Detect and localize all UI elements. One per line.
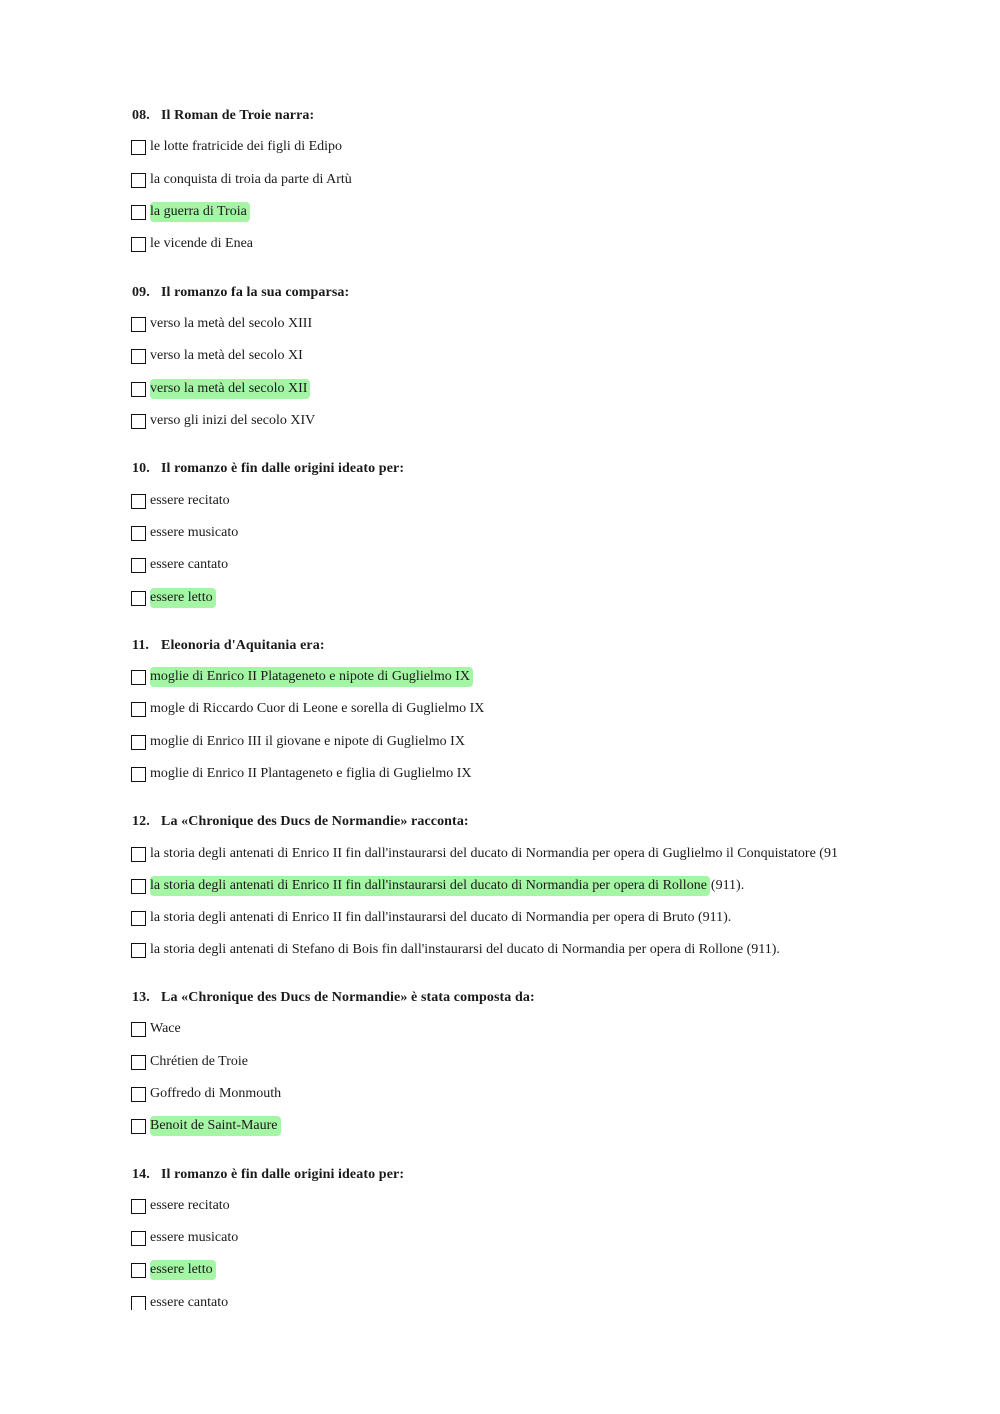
question-title: 08. Il Roman de Troie narra: xyxy=(132,108,315,123)
option-label: essere musicato xyxy=(150,525,239,540)
checkbox[interactable] xyxy=(131,1296,146,1311)
checkbox[interactable] xyxy=(131,1119,146,1134)
question-title: 12. La «Chronique des Ducs de Normandie» racconta: xyxy=(132,814,469,829)
option-label: la storia degli antenati di Enrico II fin dall'instaurarsi del ducato di Normandia per opera di Bruto (911). xyxy=(150,910,732,925)
checkbox[interactable] xyxy=(131,1087,146,1102)
question-title: 14. Il romanzo è fin dalle origini ideato per: xyxy=(132,1167,405,1182)
checkbox[interactable] xyxy=(131,414,146,429)
option[interactable] xyxy=(131,764,475,784)
checkbox[interactable] xyxy=(131,173,146,188)
option-label: Goffredo di Monmouth xyxy=(150,1086,282,1101)
option[interactable] xyxy=(131,1228,241,1248)
option-label: essere recitato xyxy=(150,1198,230,1213)
checkbox[interactable] xyxy=(131,670,146,685)
option[interactable] xyxy=(131,170,355,190)
checkbox[interactable] xyxy=(131,349,146,364)
option-correct[interactable] xyxy=(131,667,473,687)
option-label: moglie di Enrico II Plantageneto e figlia di Guglielmo IX xyxy=(150,766,472,781)
option-correct[interactable] xyxy=(131,379,310,399)
checkbox[interactable] xyxy=(131,943,146,958)
option-label: essere letto xyxy=(150,1260,216,1280)
option[interactable] xyxy=(131,1019,184,1039)
option[interactable] xyxy=(131,346,306,366)
option-label: moglie di Enrico III il giovane e nipote di Guglielmo IX xyxy=(150,734,465,749)
option-label: verso la metà del secolo XIII xyxy=(150,316,313,331)
option-label: la storia degli antenati di Stefano di Bois fin dall'instaurarsi del ducato di Normandia per opera di Rollone (911). xyxy=(150,942,780,957)
question-title: 13. La «Chronique des Ducs de Normandie» è stata composta da: xyxy=(132,990,535,1005)
option-label: verso gli inizi del secolo XIV xyxy=(150,413,316,428)
checkbox[interactable] xyxy=(131,847,146,862)
option[interactable] xyxy=(131,732,468,752)
option-label: Wace xyxy=(150,1021,181,1036)
option-label: essere letto xyxy=(150,588,216,608)
option[interactable] xyxy=(131,699,487,719)
option[interactable] xyxy=(131,137,345,157)
checkbox[interactable] xyxy=(131,1231,146,1246)
checkbox[interactable] xyxy=(131,702,146,717)
option[interactable] xyxy=(131,1196,233,1216)
option[interactable] xyxy=(131,314,315,334)
option-label: Chrétien de Troie xyxy=(150,1054,248,1069)
checkbox[interactable] xyxy=(131,237,146,252)
option-label: la conquista di troia da parte di Artù xyxy=(150,172,352,187)
checkbox[interactable] xyxy=(131,591,146,606)
checkbox[interactable] xyxy=(131,317,146,332)
option[interactable] xyxy=(131,555,231,575)
option-label: le vicende di Enea xyxy=(150,236,254,251)
option-label: essere cantato xyxy=(150,557,229,572)
option[interactable] xyxy=(131,1084,284,1104)
option-label: mogle di Riccardo Cuor di Leone e sorella di Guglielmo IX xyxy=(150,701,485,716)
checkbox[interactable] xyxy=(131,767,146,782)
option-label: moglie di Enrico II Platageneto e nipote di Guglielmo IX xyxy=(150,667,473,687)
option-label: la storia degli antenati di Enrico II fin dall'instaurarsi del ducato di Normandia per opera di Guglielmo il Conquistatore (91 xyxy=(150,846,838,861)
option-label: le lotte fratricide dei figli di Edipo xyxy=(150,139,343,154)
checkbox[interactable] xyxy=(131,1022,146,1037)
checkbox[interactable] xyxy=(131,735,146,750)
option-label: essere cantato xyxy=(150,1295,229,1310)
question-title: 09. Il romanzo fa la sua comparsa: xyxy=(132,285,350,300)
option-correct[interactable] xyxy=(131,1116,281,1136)
option-correct[interactable] xyxy=(131,876,744,896)
option-label: essere recitato xyxy=(150,493,230,508)
option-label: verso la metà del secolo XII xyxy=(150,379,310,399)
checkbox[interactable] xyxy=(131,526,146,541)
checkbox[interactable] xyxy=(131,911,146,926)
checkbox[interactable] xyxy=(131,1263,146,1278)
option-label-suffix: (911). xyxy=(710,878,745,893)
option-label: la guerra di Troia xyxy=(150,202,250,222)
checkbox[interactable] xyxy=(131,140,146,155)
option[interactable] xyxy=(131,1052,251,1072)
option[interactable] xyxy=(131,1293,231,1310)
option-label: la storia degli antenati di Enrico II fin dall'instaurarsi del ducato di Normandia per opera di Rollone xyxy=(150,876,710,896)
option-label: Benoit de Saint-Maure xyxy=(150,1116,281,1136)
option[interactable] xyxy=(131,908,734,928)
option-label: essere musicato xyxy=(150,1230,239,1245)
checkbox[interactable] xyxy=(131,1199,146,1214)
checkbox[interactable] xyxy=(131,1055,146,1070)
option[interactable] xyxy=(131,844,841,864)
question-title: 11. Eleonoria d'Aquitania era: xyxy=(132,638,325,653)
checkbox[interactable] xyxy=(131,879,146,894)
checkbox[interactable] xyxy=(131,558,146,573)
checkbox[interactable] xyxy=(131,382,146,397)
option-label: verso la metà del secolo XI xyxy=(150,348,303,363)
checkbox[interactable] xyxy=(131,205,146,220)
option[interactable] xyxy=(131,411,318,431)
option[interactable] xyxy=(131,491,233,511)
question-title: 10. Il romanzo è fin dalle origini ideato per: xyxy=(132,461,405,476)
option[interactable] xyxy=(131,940,783,960)
option-correct[interactable] xyxy=(131,588,216,608)
option[interactable] xyxy=(131,523,241,543)
option-correct[interactable] xyxy=(131,1260,216,1280)
checkbox[interactable] xyxy=(131,494,146,509)
option[interactable] xyxy=(131,234,256,254)
option-correct[interactable] xyxy=(131,202,250,222)
